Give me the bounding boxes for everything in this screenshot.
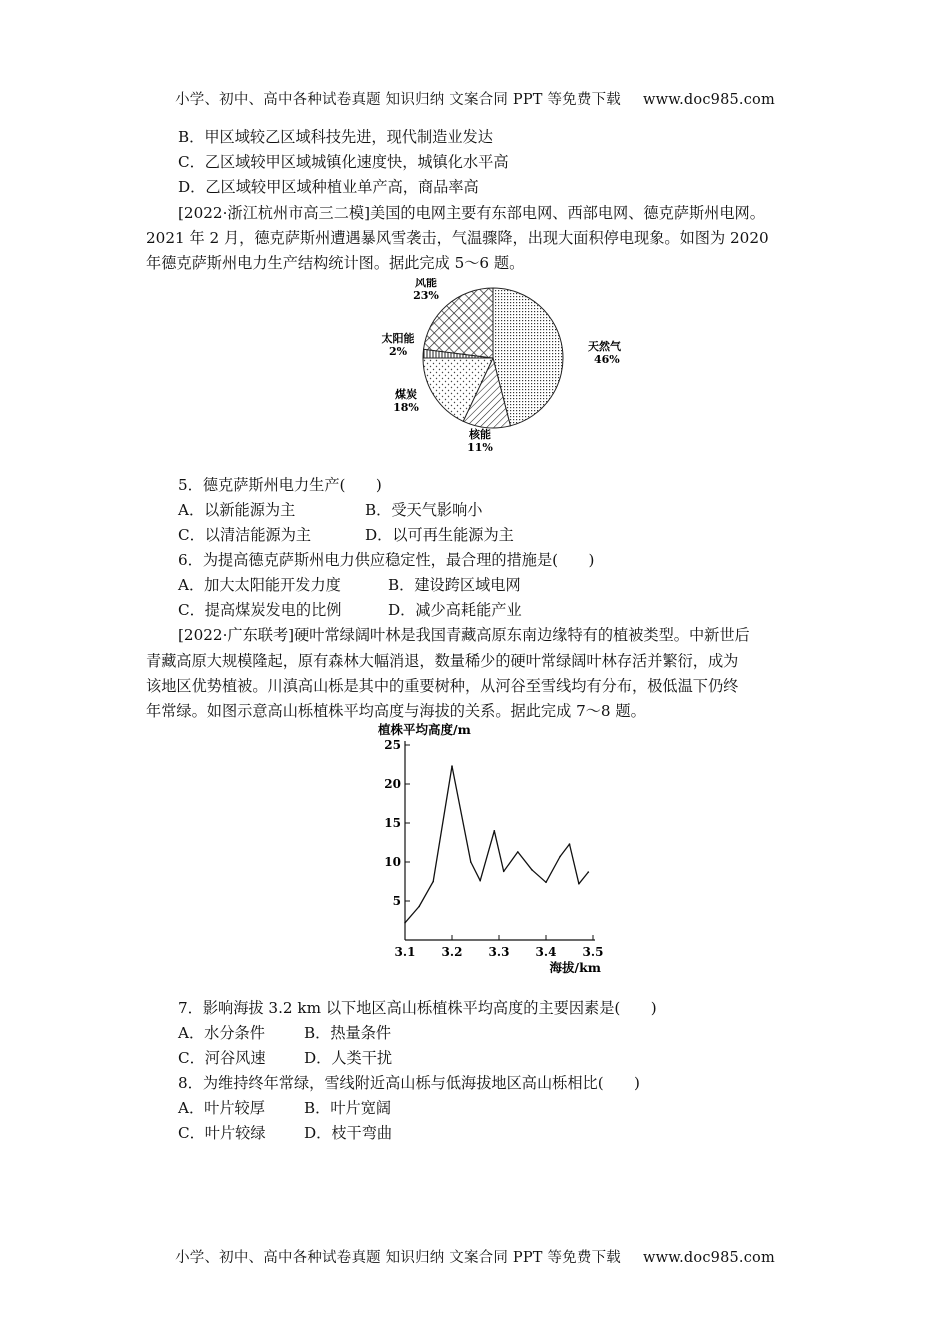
pie-chart [360, 278, 650, 472]
q8-option-c[interactable]: C．叶片较绿 [178, 1124, 266, 1142]
passage1-line2: 2021 年 2 月，德克萨斯州遭遇暴风雪袭击，气温骤降，出现大面积停电现象。如图为 2020 [146, 229, 769, 247]
x-tick-label-1: 3.1 [394, 945, 416, 959]
pie-label-2: 核能 [469, 428, 491, 441]
passage1-line3: 年德克萨斯州电力生产结构统计图。据此完成 5～6 题。 [146, 254, 525, 272]
data-point-2 [418, 906, 420, 908]
pie-value-label-2: 11% [467, 441, 493, 454]
q7-option-d[interactable]: D．人类干扰 [304, 1049, 393, 1067]
q5-option-d[interactable]: D．以可再生能源为主 [365, 526, 514, 544]
data-point-4 [451, 765, 453, 767]
data-point-11 [545, 882, 547, 884]
q7-stem: 7．影响海拔 3.2 km 以下地区高山栎植株平均高度的主要因素是( ) [178, 999, 657, 1017]
y-tick-label-2: 10 [384, 855, 401, 869]
pie-label-1: 天然气 [588, 340, 621, 353]
data-point-12 [559, 856, 561, 858]
q6-stem: 6．为提高德克萨斯州电力供应稳定性，最合理的措施是( ) [178, 551, 595, 569]
data-point-10 [531, 869, 533, 871]
data-point-5 [470, 861, 472, 863]
x-tick-label-3: 3.3 [488, 945, 510, 959]
q7-option-b[interactable]: B．热量条件 [304, 1024, 392, 1042]
footer-url[interactable]: www.doc985.com [642, 1250, 775, 1266]
y-axis-label: 植株平均高度/m [378, 722, 471, 737]
q6-option-d[interactable]: D．减少高耗能产业 [388, 601, 522, 619]
passage1-line1: [2022·浙江杭州市高三二模]美国的电网主要有东部电网、西部电网、德克萨斯州电网。 [178, 204, 765, 222]
x-tick-label-5: 3.5 [582, 945, 604, 959]
height-series-line [405, 766, 588, 923]
passage2-line2: 青藏高原大规模隆起，原有森林大幅消退，数量稀少的硬叶常绿阔叶林存活并繁衍，成为 [146, 652, 739, 670]
line-chart [370, 718, 630, 982]
pie-value-label-5: 23% [413, 289, 439, 302]
y-tick-label-4: 20 [384, 777, 401, 791]
q5-stem: 5．德克萨斯州电力生产( ) [178, 476, 382, 494]
x-tick-label-2: 3.2 [441, 945, 463, 959]
q8-option-d[interactable]: D．枝干弯曲 [304, 1124, 393, 1142]
passage2-line4: 年常绿。如图示意高山栎植株平均高度与海拔的关系。据此完成 7～8 题。 [146, 702, 646, 720]
data-point-3 [432, 881, 434, 883]
pie-label-3: 煤炭 [395, 388, 417, 401]
q5-option-b[interactable]: B．受天气影响小 [365, 501, 483, 519]
page-footer [0, 1246, 950, 1267]
y-tick-label-1: 5 [392, 894, 401, 908]
q5-option-c[interactable]: C．以清洁能源为主 [178, 526, 312, 544]
pie-label-5: 风能 [415, 278, 437, 289]
data-point-1 [404, 922, 406, 924]
page-header [0, 88, 950, 109]
header-url[interactable]: www.doc985.com [642, 92, 775, 108]
data-point-9 [517, 851, 519, 853]
data-point-7 [494, 830, 496, 832]
pie-value-label-1: 46% [594, 353, 620, 366]
q6-option-b[interactable]: B．建设跨区域电网 [388, 576, 521, 594]
prev-option-c: C．乙区域较甲区域城镇化速度快，城镇化水平高 [178, 153, 509, 171]
q6-option-c[interactable]: C．提高煤炭发电的比例 [178, 601, 342, 619]
prev-option-d: D．乙区域较甲区域种植业单产高，商品率高 [178, 178, 479, 196]
pie-value-label-3: 18% [393, 401, 419, 414]
data-point-8 [503, 871, 505, 873]
data-point-14 [578, 883, 580, 885]
data-point-6 [479, 880, 481, 882]
x-axis-label: 海拔/km [549, 960, 601, 975]
pie-value-label-4: 2% [388, 345, 408, 358]
q8-option-a[interactable]: A．叶片较厚 [178, 1099, 265, 1117]
passage2-line1: [2022·广东联考]硬叶常绿阔叶林是我国青藏高原东南边缘特有的植被类型。中新世后 [178, 626, 750, 644]
q7-option-c[interactable]: C．河谷风速 [178, 1049, 266, 1067]
q6-option-a[interactable]: A．加大太阳能开发力度 [178, 576, 341, 594]
footer-text: 小学、初中、高中各种试卷真题 知识归纳 文案合同 PPT 等免费下载 [175, 1250, 621, 1266]
x-tick-label-4: 3.4 [535, 945, 557, 959]
passage2-line3: 该地区优势植被。川滇高山栎是其中的重要树种，从河谷至雪线均有分布，极低温下仍终 [146, 677, 739, 695]
data-point-13 [569, 843, 571, 845]
y-tick-label-3: 15 [384, 816, 401, 830]
prev-option-b: B．甲区域较乙区域科技先进，现代制造业发达 [178, 128, 493, 146]
header-text: 小学、初中、高中各种试卷真题 知识归纳 文案合同 PPT 等免费下载 [175, 92, 621, 108]
pie-label-4: 太阳能 [381, 332, 415, 345]
q8-option-b[interactable]: B．叶片宽阔 [304, 1099, 392, 1117]
q8-stem: 8．为维持终年常绿，雪线附近高山栎与低海拔地区高山栎相比( ) [178, 1074, 640, 1092]
y-tick-label-5: 25 [384, 738, 401, 752]
q5-option-a[interactable]: A．以新能源为主 [178, 501, 296, 519]
data-point-15 [588, 871, 590, 873]
q7-option-a[interactable]: A．水分条件 [178, 1024, 265, 1042]
